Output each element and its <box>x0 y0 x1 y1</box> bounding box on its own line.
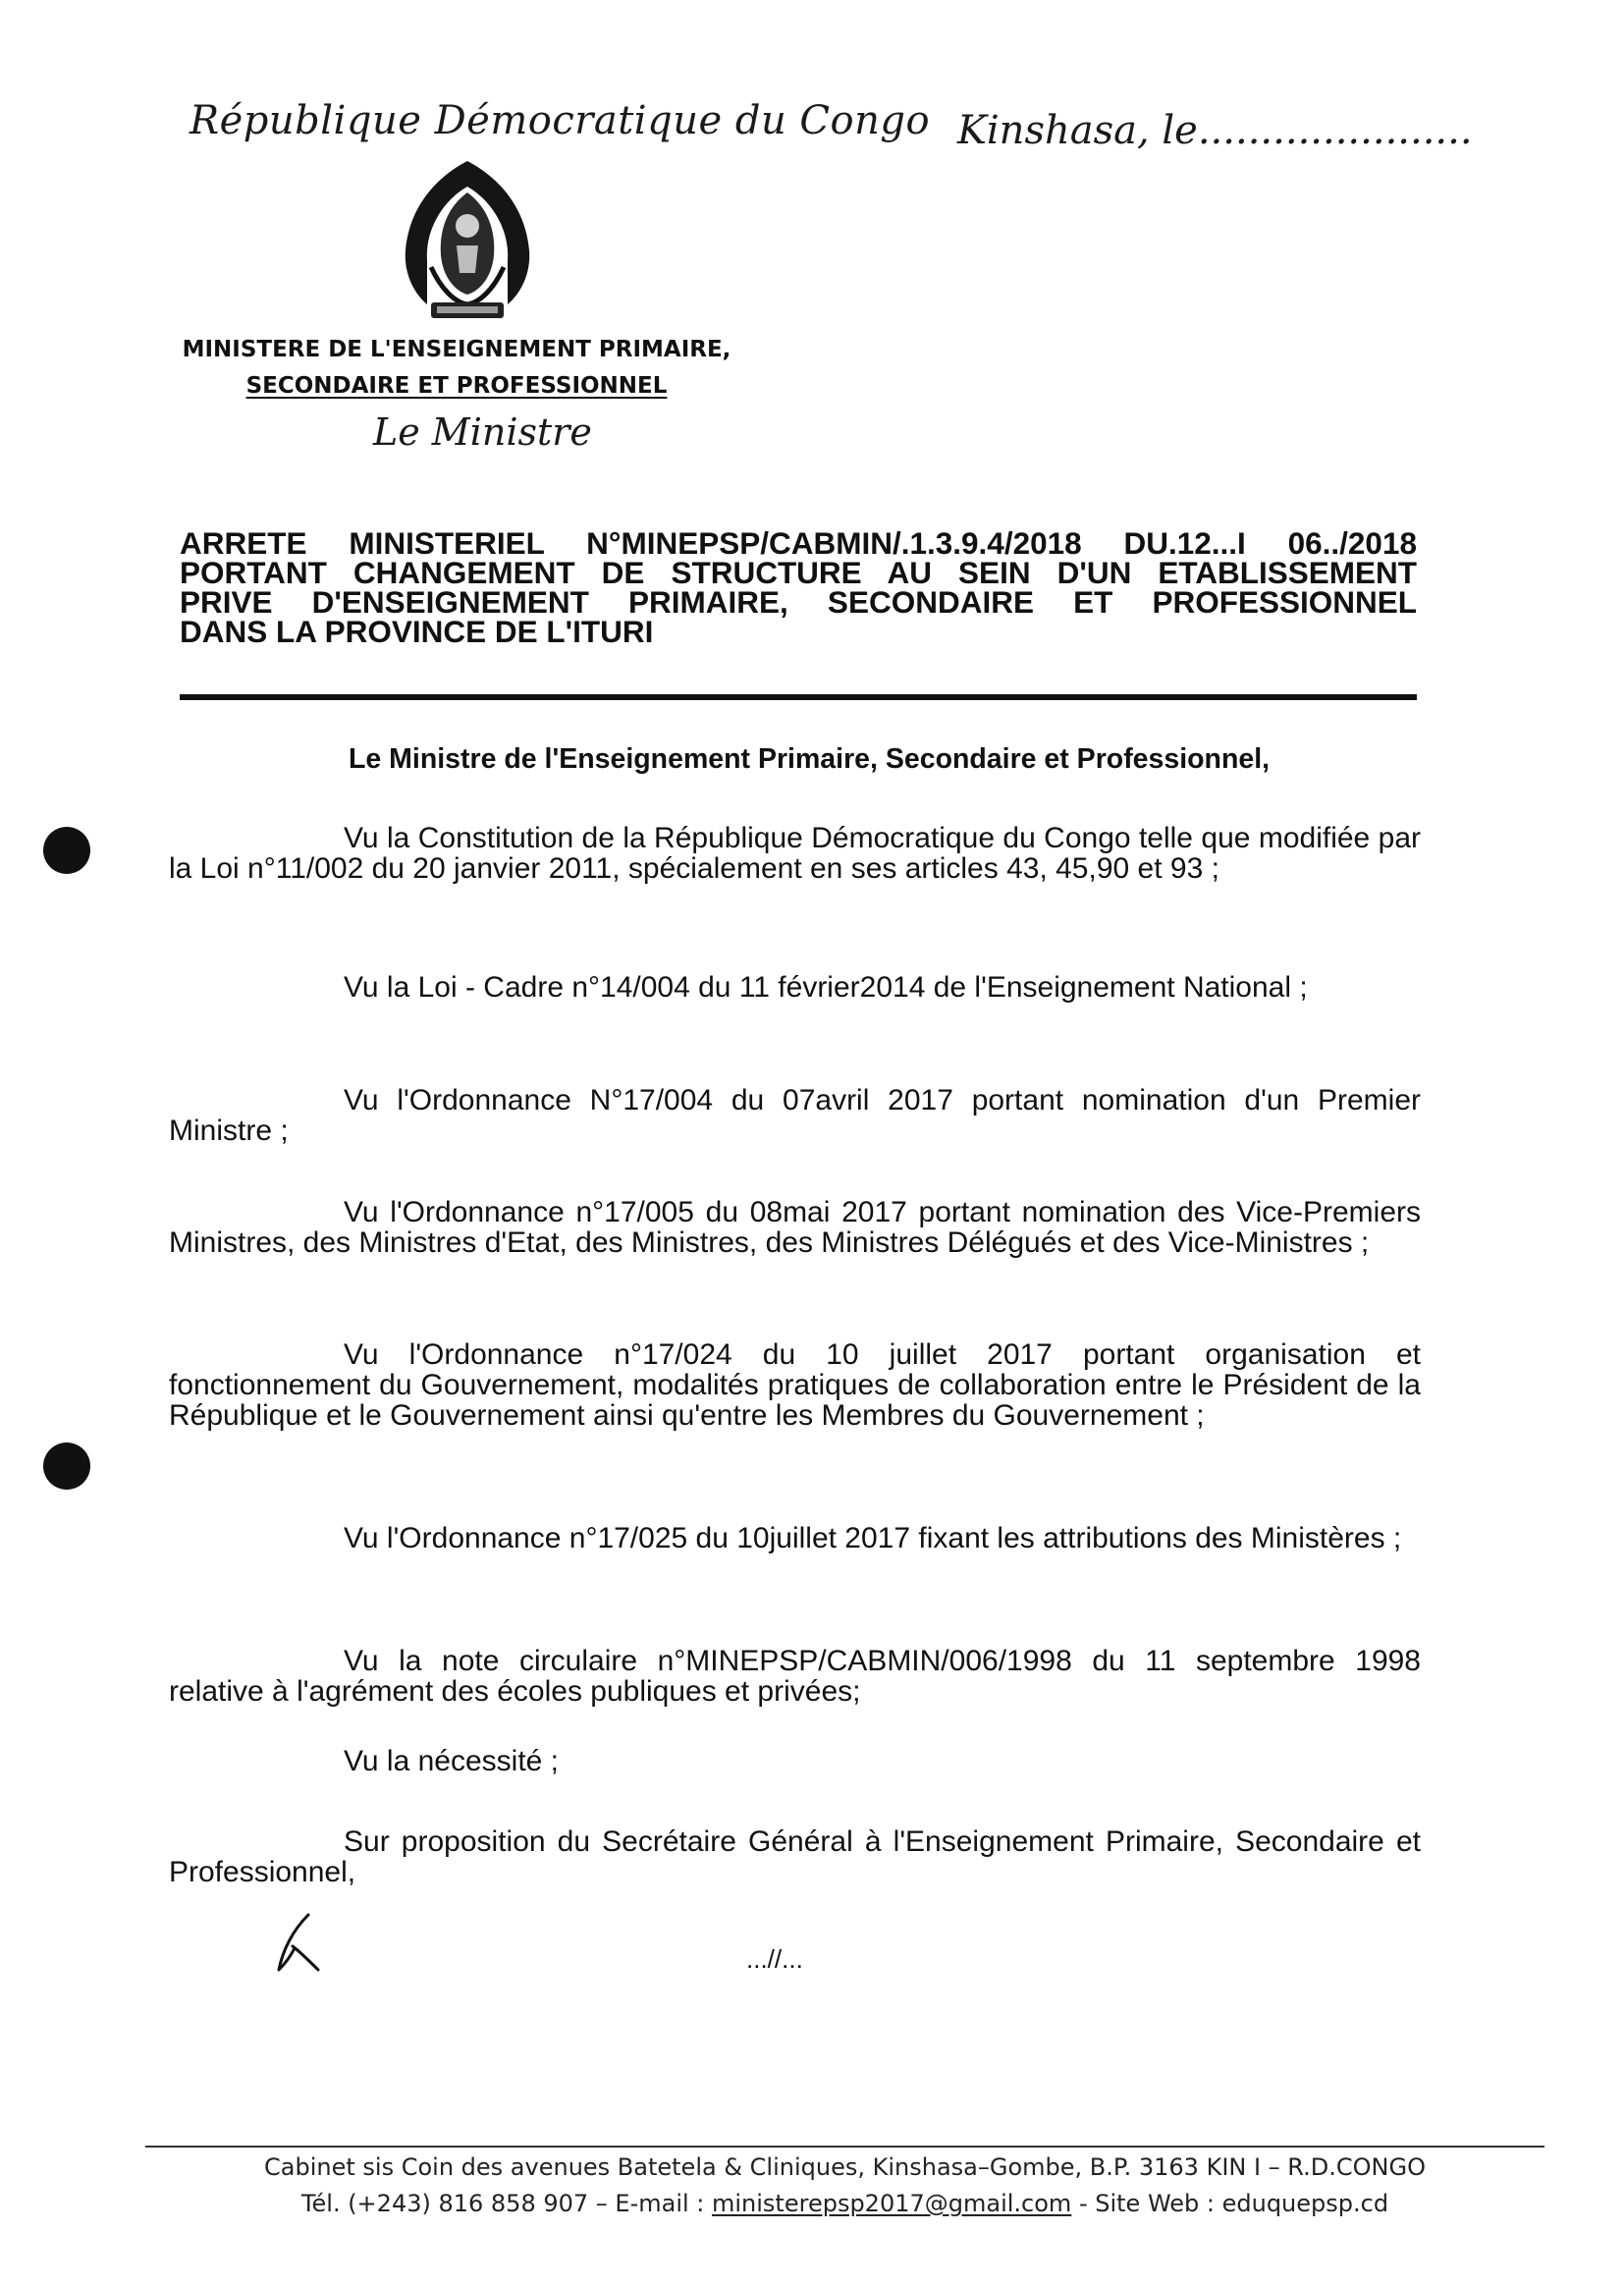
punch-hole-top <box>43 827 90 874</box>
initials-signature <box>269 1911 338 1976</box>
decree-title-line-4: DANS LA PROVINCE DE L'ITURI <box>180 614 654 649</box>
footer-divider <box>145 2146 1544 2148</box>
paragraph-loi-cadre: Vu la Loi - Cadre n°14/004 du 11 février2014 de l'Enseignement National ; <box>344 971 1308 1004</box>
paragraph-necessite: Vu la nécessité ; <box>344 1745 560 1777</box>
footer-contact <box>145 2190 1544 2217</box>
coat-of-arms-emblem <box>398 157 537 324</box>
footer-email-link[interactable]: ministerepsp2017@gmail.com <box>712 2190 1072 2217</box>
place-date-line: Kinshasa, le...................... <box>957 108 1473 153</box>
footer-telephone: Tél. (+243) 816 858 907 – E-mail : <box>300 2190 712 2217</box>
minister-heading: Le Ministre de l'Enseignement Primaire, Secondaire et Professionnel, <box>349 743 1271 775</box>
paragraph-proposition: Sur proposition du Secrétaire Général à l'Enseignement Primaire, Secondaire et Professionnel, <box>169 1825 1421 1888</box>
decree-title-line-2: PORTANT CHANGEMENT DE STRUCTURE AU SEIN D'UN ETABLISSEMENT <box>180 555 1417 590</box>
footer-address: Cabinet sis Coin des avenues Batetela & Cliniques, Kinshasa–Gombe, B.P. 3163 KIN I – R.D.CONGO <box>264 2153 1426 2181</box>
decree-title-line-1: ARRETE MINISTERIEL N°MINEPSP/CABMIN/.1.3.9.4/2018 DU.12...I 06../2018 <box>180 525 1417 561</box>
footer-website: - Site Web : eduquepsp.cd <box>1071 2190 1389 2217</box>
paragraph-constitution: Vu la Constitution de la République Démocratique du Congo telle que modifiée par la Loi n°11/002 du 20 janvier 2011, spécialement en ses articles 43, 45,90 et 93 ; <box>169 822 1421 885</box>
punch-hole-bottom <box>43 1442 90 1490</box>
decree-title <box>180 525 1417 649</box>
decree-title-line-3: PRIVE D'ENSEIGNEMENT PRIMAIRE, SECONDAIRE ET PROFESSIONNEL <box>180 584 1417 620</box>
paragraph-ordonnance-17-024: Vu l'Ordonnance n°17/024 du 10 juillet 2017 portant organisation et fonctionnement du Gouvernement, modalités pratiques de collaboration entre le Président de la République et le Gouvernement ainsi qu'entre les Membres du Gouvernement ; <box>169 1338 1421 1432</box>
title-divider <box>180 694 1417 700</box>
ministry-line-1: MINISTERE DE L'ENSEIGNEMENT PRIMAIRE, <box>182 337 731 362</box>
paragraph-ordonnance-17-004: Vu l'Ordonnance N°17/004 du 07avril 2017 portant nomination d'un Premier Ministre ; <box>169 1084 1421 1147</box>
ministry-line-2: SECONDAIRE ET PROFESSIONNEL <box>245 373 668 399</box>
republic-heading: République Démocratique du Congo <box>189 98 931 143</box>
paragraph-ordonnance-17-025: Vu l'Ordonnance n°17/025 du 10juillet 2017 fixant les attributions des Ministères ; <box>344 1522 1402 1554</box>
paragraph-ordonnance-17-005: Vu l'Ordonnance n°17/005 du 08mai 2017 portant nomination des Vice-Premiers Ministres, des Ministres d'Etat, des Ministres, des Ministres Délégués et des Vice-Ministres ; <box>169 1196 1421 1259</box>
continued-marker: ...//... <box>746 1944 803 1974</box>
minister-script-title: Le Ministre <box>373 410 592 454</box>
ministry-name <box>147 332 766 405</box>
paragraph-note-circulaire: Vu la note circulaire n°MINEPSP/CABMIN/006/1998 du 11 septembre 1998 relative à l'agrément des écoles publiques et privées; <box>169 1645 1421 1708</box>
